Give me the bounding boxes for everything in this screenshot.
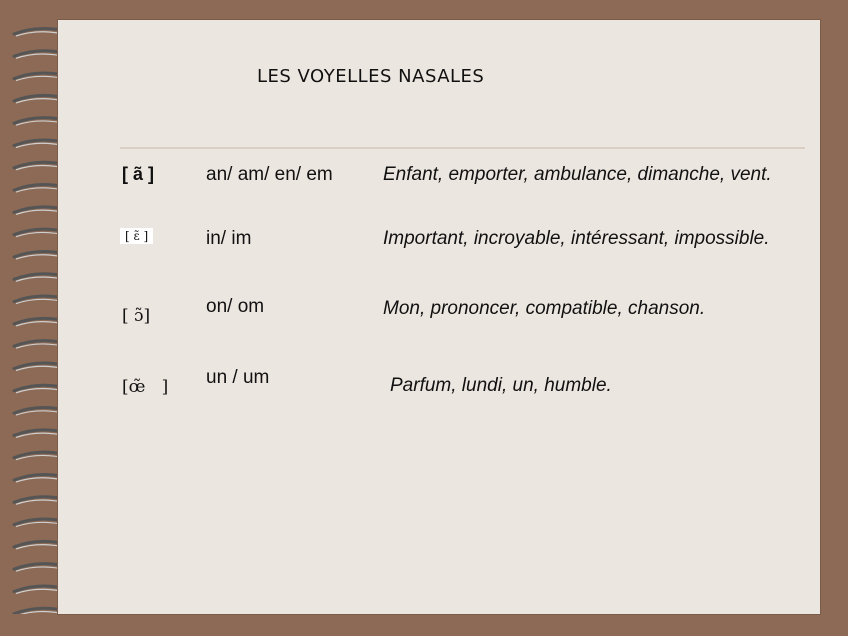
examples-row-4: Parfum, lundi, un, humble. (390, 375, 612, 396)
examples-row-2: Important, incroyable, intéressant, impossible. (383, 228, 770, 249)
spellings-row-4: un / um (206, 367, 270, 388)
page-title: LES VOYELLES NASALES (257, 66, 485, 87)
spellings-row-1: an/ am/ en/ em (206, 164, 333, 185)
phonetic-symbol-o-nasal: [ ɔ̃] (122, 306, 151, 326)
phonetic-symbol-a-nasal: [ ã ] (122, 164, 155, 184)
phonetic-symbol-e-nasal: [ ɛ̃ ] (120, 228, 153, 244)
spellings-row-3: on/ om (206, 296, 265, 317)
phonetic-symbol-oe-nasal: [œ̃ ] (122, 377, 169, 397)
examples-row-3: Mon, prononcer, compatible, chanson. (383, 298, 706, 319)
examples-row-1: Enfant, emporter, ambulance, dimanche, vent. (383, 164, 772, 185)
divider (120, 147, 805, 149)
spellings-row-2: in/ im (206, 228, 252, 249)
